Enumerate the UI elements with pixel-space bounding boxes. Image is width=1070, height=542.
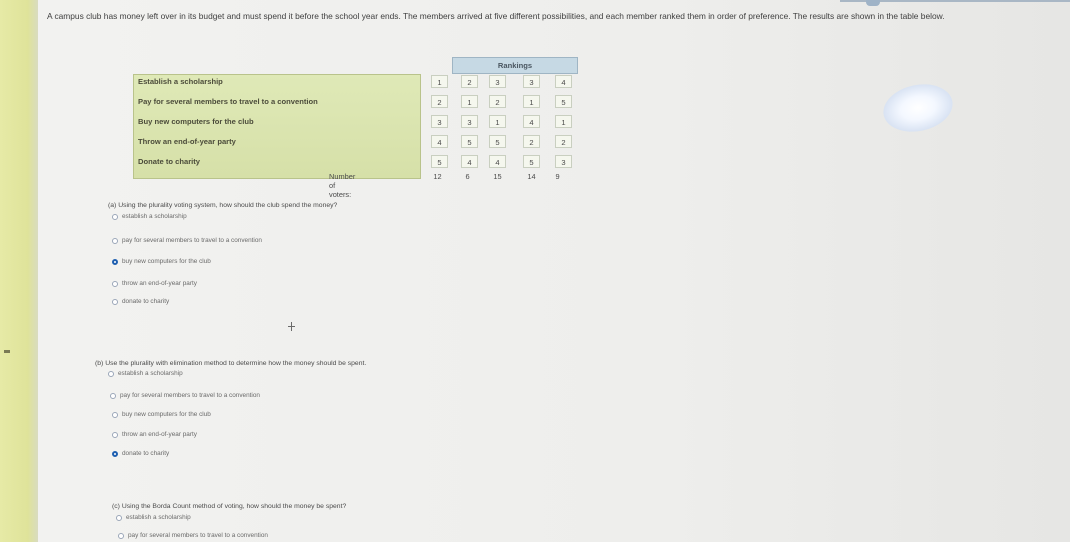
options-box (133, 74, 421, 179)
rank-cell: 3 (461, 115, 478, 128)
rank-cell: 1 (431, 75, 448, 88)
choice-a-2[interactable] (112, 258, 211, 265)
votes-count: 15 (493, 172, 502, 181)
choice-label: pay for several members to travel to a convention (120, 392, 260, 399)
choice-c-1[interactable] (118, 532, 268, 539)
radio-icon[interactable] (108, 371, 114, 377)
rank-cell: 4 (489, 155, 506, 168)
choice-label: pay for several members to travel to a convention (122, 237, 262, 244)
radio-icon[interactable] (112, 299, 118, 305)
choice-label: throw an end-of-year party (122, 280, 197, 287)
option-label: Throw an end-of-year party (138, 137, 236, 146)
choice-b-3[interactable] (112, 431, 197, 438)
text-cursor-icon (291, 322, 292, 331)
radio-icon[interactable] (112, 281, 118, 287)
choice-a-0[interactable] (112, 213, 187, 220)
choice-c-0[interactable] (116, 514, 191, 521)
rank-cell: 4 (461, 155, 478, 168)
choice-label: donate to charity (122, 298, 170, 305)
choice-a-3[interactable] (112, 280, 197, 287)
top-marker (866, 0, 880, 6)
choice-b-4[interactable] (112, 450, 169, 457)
rank-cell: 1 (555, 115, 572, 128)
rank-cell: 3 (523, 75, 540, 88)
rank-cell: 3 (555, 155, 572, 168)
rank-cell: 1 (489, 115, 506, 128)
choice-b-2[interactable] (112, 411, 211, 418)
radio-icon[interactable] (118, 533, 124, 539)
choice-label: throw an end-of-year party (122, 431, 197, 438)
rank-cell: 3 (489, 75, 506, 88)
choice-label: pay for several members to travel to a convention (128, 532, 268, 539)
choice-label: donate to charity (122, 450, 170, 457)
radio-icon[interactable] (112, 238, 118, 244)
votes-count: 6 (465, 172, 470, 181)
choice-a-1[interactable] (112, 237, 262, 244)
option-label: Pay for several members to travel to a convention (138, 97, 318, 106)
votes-count: 12 (433, 172, 442, 181)
rank-cell: 4 (523, 115, 540, 128)
choice-label: establish a scholarship (122, 213, 187, 220)
left-margin-strip (0, 0, 38, 542)
radio-selected-icon[interactable] (112, 259, 118, 265)
question-a-prompt: (a) Using the plurality voting system, how should the club spend the money? (108, 202, 338, 209)
rank-cell: 2 (461, 75, 478, 88)
question-b-prompt: (b) Use the plurality with elimination method to determine how the money should be spent. (95, 360, 367, 367)
rank-cell: 3 (431, 115, 448, 128)
choice-label: establish a scholarship (126, 514, 191, 521)
rankings-header: Rankings (452, 57, 578, 74)
screen-glare (879, 78, 957, 138)
radio-icon[interactable] (112, 432, 118, 438)
rank-cell: 2 (431, 95, 448, 108)
rank-cell: 2 (523, 135, 540, 148)
rank-cell: 1 (523, 95, 540, 108)
rank-cell: 5 (431, 155, 448, 168)
choice-b-1[interactable] (110, 392, 260, 399)
rank-cell: 5 (489, 135, 506, 148)
choice-label: establish a scholarship (118, 370, 183, 377)
votes-label: Number of voters: (329, 172, 356, 199)
radio-icon[interactable] (112, 214, 118, 220)
rank-cell: 2 (555, 135, 572, 148)
rank-cell: 4 (431, 135, 448, 148)
radio-icon[interactable] (110, 393, 116, 399)
question-c-prompt: (c) Using the Borda Count method of voting, how should the money be spent? (112, 503, 347, 510)
rank-cell: 1 (461, 95, 478, 108)
radio-selected-icon[interactable] (112, 451, 118, 457)
option-label: Donate to charity (138, 157, 201, 166)
radio-icon[interactable] (112, 412, 118, 418)
choice-b-0[interactable] (108, 370, 183, 377)
rank-cell: 5 (461, 135, 478, 148)
votes-count: 9 (555, 172, 560, 181)
radio-icon[interactable] (116, 515, 122, 521)
option-label: Buy new computers for the club (138, 117, 254, 126)
rank-cell: 5 (555, 95, 572, 108)
option-label: Establish a scholarship (138, 77, 223, 86)
rank-cell: 2 (489, 95, 506, 108)
rank-cell: 5 (523, 155, 540, 168)
choice-a-4[interactable] (112, 298, 169, 305)
margin-tick (4, 350, 10, 353)
rank-cell: 4 (555, 75, 572, 88)
choice-label: buy new computers for the club (122, 411, 211, 418)
choice-label: buy new computers for the club (122, 258, 211, 265)
problem-intro: A campus club has money left over in its budget and must spend it before the school year ends. The members arrived at five different possibilities, and each member ranked them in order of preference. The results are shown in the table below. (47, 11, 945, 21)
votes-count: 14 (527, 172, 536, 181)
